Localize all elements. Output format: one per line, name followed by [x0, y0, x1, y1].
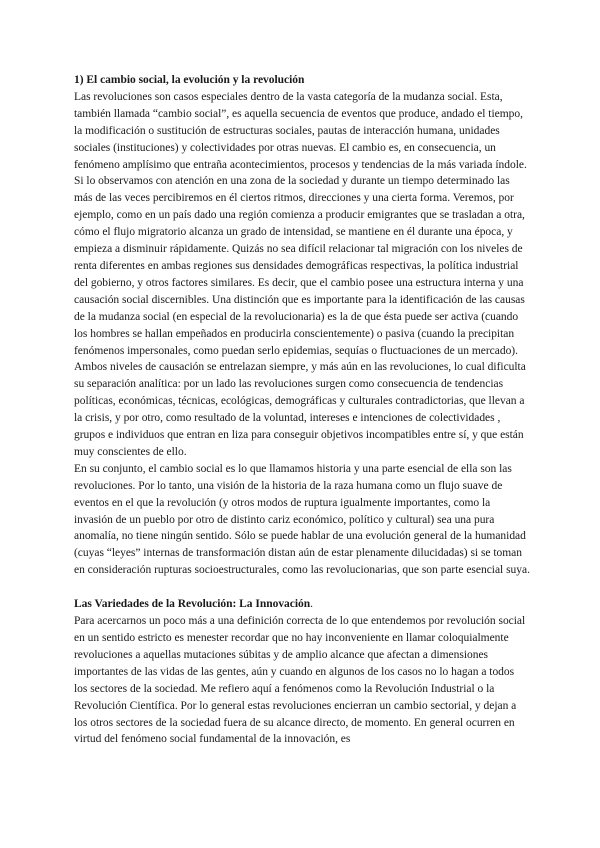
section-spacer [74, 579, 530, 596]
section-2-heading [74, 596, 530, 613]
section-1-paragraph-1: Las revoluciones son casos especiales dentro de la vasta categoría de la mudanza social. Esta, también llamada “cambio social”, es aquella secuencia de eventos que produce, andado el tiempo, la modificación o sustitución de estructuras sociales, pautas de interacción humana, unidades sociales (instituciones) y colectividades por otras nuevas. El cambio es, en consecuencia, un fenómeno amplísimo que entraña acontecimientos, procesos y tendencias de la más variada índole. Si lo observamos con atención en una zona de la sociedad y durante un tiempo determinado las más de las veces percibiremos en él ciertos ritmos, direcciones y una cierta forma. Veremos, por ejemplo, como en un país dado una región comienza a producir emigrantes que se trasladan a otra, cómo el flujo migratorio alcanza un grado de intensidad, se mantiene en él durante una época, y empieza a disminuir rápidamente. Quizás no sea difícil relacionar tal migración con los niveles de renta diferentes en ambas regiones sus densidades demográficas respectivas, la política industrial del gobierno, y otros factores similares. Es decir, que el cambio posee una estructura interna y una causación social discernibles. Una distinción que es importante para la identificación de las causas de la mudanza social (en especial de la revolucionaria) es la de que ésta puede ser activa (cuando los hombres se hallan empeñados en producirla conscientemente) o pasiva (cuando la precipitan fenómenos impersonales, como puedan serlo epidemias, sequías o fluctuaciones de un mercado). Ambos niveles de causación se entrelazan siempre, y más aún en las revoluciones, lo cual dificulta su separación analítica: por un lado las revoluciones surgen como consecuencia de tendencias políticas, económicas, técnicas, ecológicas, demográficas y culturales contradictorias, que llevan a la crisis, y por otro, como resultado de la voluntad, intereses e intenciones de colectividades , grupos e individuos que entran en liza para conseguir objetivos incompatibles entre sí, y que están muy conscientes de ello. [74, 90, 527, 458]
section-1-heading: 1) El cambio social, la evolución y la revolución [74, 74, 305, 86]
section-2-heading-period: . [310, 598, 314, 611]
section-2-paragraph-1: Para acercarnos un poco más a una definición correcta de lo que entendemos por revolución social en un sentido estricto es menester recordar que no hay inconveniente en llamar coloquialmente revoluciones a aquellas mutaciones súbitas y de amplio alcance que afectan a dimensiones importantes de las vidas de las gentes, aún y cuando en algunos de los casos no lo hagan a todos los sectores de la sociedad. Me refiero aquí a fenómenos como la Revolución Industrial o la Revolución Científica. Por lo general estas revoluciones encierran un cambio sectorial, y dejan a los otros sectores de la sociedad fuera de su alcance directo, de momento. En general ocurren en virtud del fenómeno social fundamental de la innovación, es [74, 615, 526, 746]
document-body [74, 72, 530, 748]
section-2-heading-text: Las Variedades de la Revolución: La Innovación [74, 598, 311, 611]
section-1-paragraph-2: En su conjunto, el cambio social es lo que llamamos historia y una parte esencial de ella son las revoluciones. Por lo tanto, una visión de la historia de la raza humana como un flujo suave de eventos en el que la revolución (y otros modos de ruptura igualmente importantes, como la invasión de un pueblo por otro de distinto cariz económico, político y cultural) sea una pura anomalía, no tiene ningún sentido. Sólo se puede hablar de una evolución general de la humanidad (cuyas “leyes” internas de transformación distan aún de estar plenamente dilucidadas) si se toman en consideración rupturas socioestructurales, como las revolucionarias, que son parte esencial suya. [74, 462, 530, 577]
